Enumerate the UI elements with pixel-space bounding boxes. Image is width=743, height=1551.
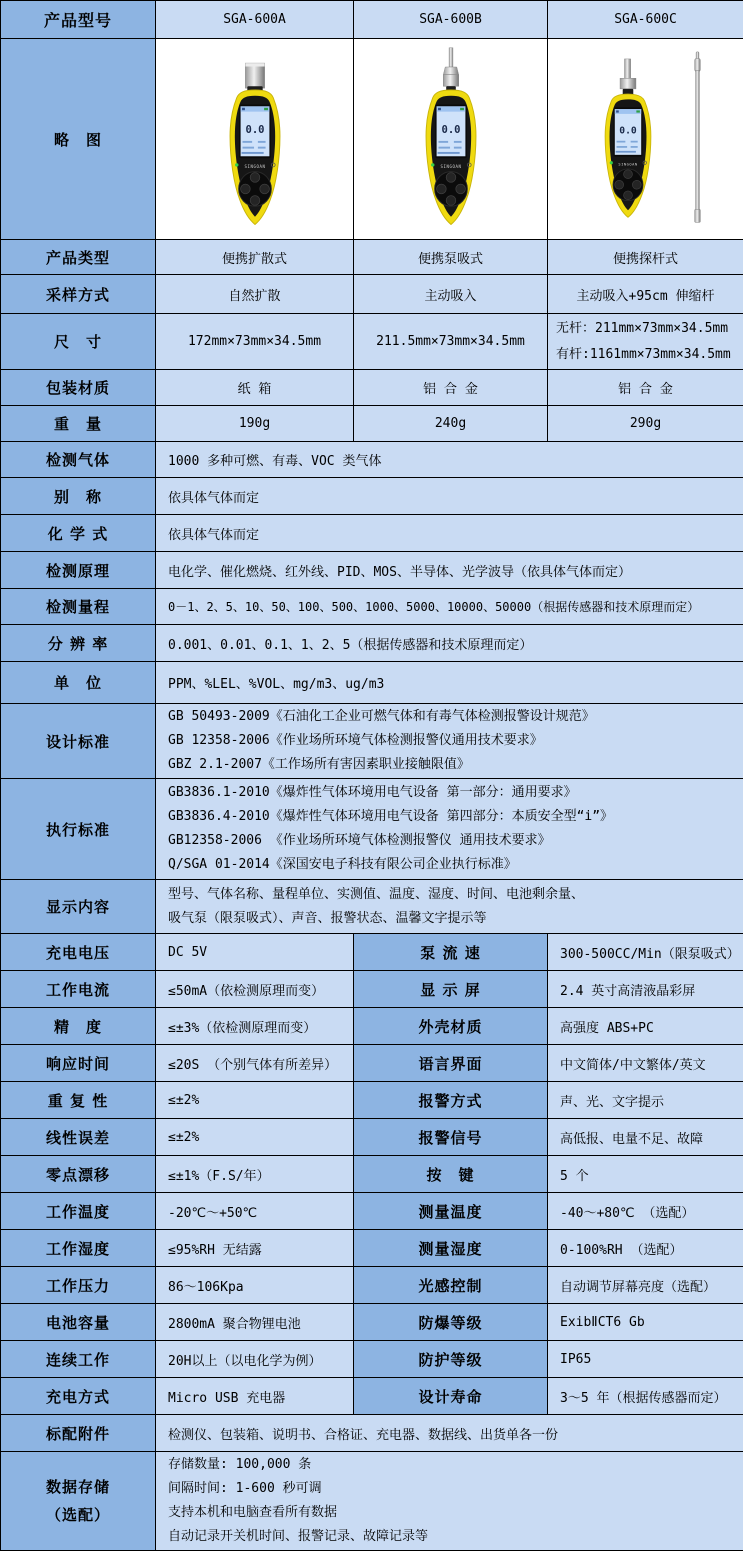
table-row (1, 1341, 743, 1378)
spec-label: 显 示 屏 (354, 971, 548, 1008)
device-screen-reading: 0.0 (619, 126, 637, 137)
spec-label: 充电电压 (1, 934, 156, 971)
table-row (1, 1008, 743, 1045)
storage-label-line: （选配） (2, 1501, 154, 1530)
spec-label: 语言界面 (354, 1045, 548, 1082)
spec-label: 工作压力 (1, 1267, 156, 1304)
spec-value: ≤±2% (156, 1119, 354, 1156)
spec-value: 0.001、0.01、0.1、1、2、5（根据传感器和技术原理而定） (156, 625, 743, 662)
spec-value: 纸 箱 (156, 370, 354, 406)
spec-label: 显示内容 (1, 880, 156, 934)
spec-value: 290g (548, 406, 743, 442)
spec-value (156, 704, 743, 779)
spec-label: 分 辨 率 (1, 625, 156, 662)
spec-value: 300-500CC/Min（限泵吸式） (548, 934, 743, 971)
spec-label: 设计标准 (1, 704, 156, 779)
table-row (1, 515, 743, 552)
spec-value: 3～5 年（根据传感器而定） (548, 1378, 743, 1415)
table-row (1, 1119, 743, 1156)
spec-label: 化 学 式 (1, 515, 156, 552)
spec-label: 测量温度 (354, 1193, 548, 1230)
table-row (1, 1378, 743, 1415)
spec-value: PPM、%LEL、%VOL、mg/m3、ug/m3 (156, 662, 743, 704)
spec-value: 高低报、电量不足、故障 (548, 1119, 743, 1156)
table-row (1, 662, 743, 704)
display-content-line: 型号、气体名称、量程单位、实测值、温度、湿度、时间、电池剩余量、 (168, 883, 742, 907)
device-brand: SINGOAN (244, 164, 265, 169)
spec-label: 按 键 (354, 1156, 548, 1193)
product-image-sga-600a (156, 39, 354, 240)
table-row (1, 1082, 743, 1119)
table-row (1, 478, 743, 515)
spec-value: 声、光、文字提示 (548, 1082, 743, 1119)
spec-label: 重 复 性 (1, 1082, 156, 1119)
spec-value: -40～+80℃ （选配） (548, 1193, 743, 1230)
table-row (1, 1230, 743, 1267)
product-image-sga-600c (548, 39, 743, 240)
table-row (1, 779, 743, 880)
table-row (1, 442, 743, 478)
storage-line: 间隔时间: 1-600 秒可调 (168, 1477, 742, 1501)
spec-value: Micro USB 充电器 (156, 1378, 354, 1415)
spec-value: ≤20S （个别气体有所差异） (156, 1045, 354, 1082)
spec-label: 检测量程 (1, 589, 156, 625)
device-brand: SINGOAN (440, 164, 461, 169)
device-screen-reading: 0.0 (245, 124, 264, 136)
table-row (1, 971, 743, 1008)
storage-label-line: 数据存储 (2, 1473, 154, 1502)
spec-label: 工作温度 (1, 1193, 156, 1230)
device-screen-reading: 0.0 (441, 124, 460, 136)
table-row (1, 704, 743, 779)
table-row (1, 240, 743, 275)
sensor-head (245, 63, 264, 88)
standard-line: GB 50493-2009《石油化工企业可燃气体和有毒气体检测报警设计规范》 (168, 705, 742, 729)
spec-value: 240g (354, 406, 548, 442)
spec-label: 电池容量 (1, 1304, 156, 1341)
spec-label: 产品类型 (1, 240, 156, 275)
spec-value: 主动吸入+95cm 伸缩杆 (548, 275, 743, 314)
pump-probe (624, 59, 630, 78)
spec-value: 铝 合 金 (548, 370, 743, 406)
gas-detector-pump-image (403, 47, 499, 231)
spec-label: 报警信号 (354, 1119, 548, 1156)
spec-value: 高强度 ABS+PC (548, 1008, 743, 1045)
spec-value: 铝 合 金 (354, 370, 548, 406)
spec-value (548, 314, 743, 370)
spec-value: 电化学、催化燃烧、红外线、PID、MOS、半导体、光学波导（依具体气体而定） (156, 552, 743, 589)
table-row (1, 1304, 743, 1341)
storage-line: 自动记录开关机时间、报警记录、故障记录等 (168, 1525, 742, 1549)
standard-line: GBZ 2.1-2007《工作场所有害因素职业接触限值》 (168, 753, 742, 777)
model-name: SGA-600A (156, 1, 354, 39)
spec-label: 测量湿度 (354, 1230, 548, 1267)
table-row (1, 370, 743, 406)
spec-value: 190g (156, 406, 354, 442)
spec-value: ≤95%RH 无结露 (156, 1230, 354, 1267)
table-row (1, 1267, 743, 1304)
spec-label: 采样方式 (1, 275, 156, 314)
spec-label: 单 位 (1, 662, 156, 704)
table-row (1, 314, 743, 370)
spec-label: 标配附件 (1, 1415, 156, 1452)
table-row (1, 1045, 743, 1082)
dimension-no-rod: 无杆：211mm×73mm×34.5mm (556, 316, 742, 342)
spec-label: 充电方式 (1, 1378, 156, 1415)
table-row (1, 406, 743, 442)
spec-value: 主动吸入 (354, 275, 548, 314)
spec-value: 5 个 (548, 1156, 743, 1193)
header-product-model-label: 产品型号 (1, 1, 156, 39)
device-brand: SINGOAN (618, 162, 637, 166)
spec-value: 211.5mm×73mm×34.5mm (354, 314, 548, 370)
spec-label (1, 1452, 156, 1551)
table-row (1, 1452, 743, 1551)
table-row (1, 934, 743, 971)
spec-value: ≤±2% (156, 1082, 354, 1119)
spec-value: 0-100%RH （选配） (548, 1230, 743, 1267)
spec-value: ≤±3%（依检测原理而变） (156, 1008, 354, 1045)
spec-label: 别 称 (1, 478, 156, 515)
table-row (1, 552, 743, 589)
spec-value: IP65 (548, 1341, 743, 1378)
spec-value: -20℃～+50℃ (156, 1193, 354, 1230)
table-row (1, 589, 743, 625)
spec-value: 便携扩散式 (156, 240, 354, 275)
spec-label: 包装材质 (1, 370, 156, 406)
sketch-label: 略 图 (1, 39, 156, 240)
table-row (1, 1193, 743, 1230)
spec-value: 0－1、2、5、10、50、100、500、1000、5000、10000、50000（根据传感器和技术原理而定） (156, 589, 743, 625)
table-row (1, 1, 743, 39)
spec-value: ≤±1%（F.S/年） (156, 1156, 354, 1193)
standard-line: GB3836.1-2010《爆炸性气体环境用电气设备 第一部分：通用要求》 (168, 781, 742, 805)
spec-value: 20H以上（以电化学为例） (156, 1341, 354, 1378)
spec-label: 工作湿度 (1, 1230, 156, 1267)
telescopic-rod-image (688, 50, 707, 228)
display-content-line: 吸气泵（限泵吸式）、声音、报警状态、温馨文字提示等 (168, 907, 742, 931)
spec-label: 检测原理 (1, 552, 156, 589)
standard-line: GB12358-2006 《作业场所环境气体检测报警仪 通用技术要求》 (168, 829, 742, 853)
spec-label: 设计寿命 (354, 1378, 548, 1415)
spec-label: 光感控制 (354, 1267, 548, 1304)
spec-label: 防爆等级 (354, 1304, 548, 1341)
spec-value: 86～106Kpa (156, 1267, 354, 1304)
standard-line: GB3836.4-2010《爆炸性气体环境用电气设备 第四部分：本质安全型“i”》 (168, 805, 742, 829)
gas-detector-diffusion-image (207, 47, 303, 231)
spec-value: 1000 多种可燃、有毒、VOC 类气体 (156, 442, 743, 478)
storage-line: 存储数量: 100,000 条 (168, 1453, 742, 1477)
spec-label: 精 度 (1, 1008, 156, 1045)
table-row (1, 39, 743, 240)
spec-value: 依具体气体而定 (156, 515, 743, 552)
dimension-with-rod: 有杆:1161mm×73mm×34.5mm (556, 342, 742, 368)
pump-probe (449, 48, 453, 67)
product-image-sga-600b (354, 39, 548, 240)
table-row (1, 1415, 743, 1452)
spec-label: 泵 流 速 (354, 934, 548, 971)
spec-label: 执行标准 (1, 779, 156, 880)
spec-label: 工作电流 (1, 971, 156, 1008)
model-name: SGA-600C (548, 1, 743, 39)
spec-label: 线性误差 (1, 1119, 156, 1156)
table-row (1, 1156, 743, 1193)
spec-label: 连续工作 (1, 1341, 156, 1378)
standard-line: Q/SGA 01-2014《深国安电子科技有限公司企业执行标准》 (168, 853, 742, 877)
spec-label: 重 量 (1, 406, 156, 442)
storage-line: 支持本机和电脑查看所有数据 (168, 1501, 742, 1525)
spec-value: 便携探杆式 (548, 240, 743, 275)
table-row (1, 880, 743, 934)
spec-value: 便携泵吸式 (354, 240, 548, 275)
spec-value: ExibⅡCT6 Gb (548, 1304, 743, 1341)
standard-line: GB 12358-2006《作业场所环境气体检测报警仪通用技术要求》 (168, 729, 742, 753)
spec-value: 2.4 英寸高清液晶彩屏 (548, 971, 743, 1008)
spec-value: 2800mA 聚合物锂电池 (156, 1304, 354, 1341)
table-row (1, 625, 743, 662)
table-row (1, 275, 743, 314)
spec-value (156, 1452, 743, 1551)
spec-value (156, 880, 743, 934)
spec-value: 172mm×73mm×34.5mm (156, 314, 354, 370)
gas-detector-probe-image (584, 54, 672, 224)
spec-label: 防护等级 (354, 1341, 548, 1378)
spec-value: 中文简体/中文繁体/英文 (548, 1045, 743, 1082)
spec-value: ≤50mA（依检测原理而变） (156, 971, 354, 1008)
spec-label: 尺 寸 (1, 314, 156, 370)
spec-value: 检测仪、包装箱、说明书、合格证、充电器、数据线、出货单各一份 (156, 1415, 743, 1452)
spec-value (156, 779, 743, 880)
model-name: SGA-600B (354, 1, 548, 39)
spec-value: 自动调节屏幕亮度（选配） (548, 1267, 743, 1304)
spec-label: 报警方式 (354, 1082, 548, 1119)
spec-value: 自然扩散 (156, 275, 354, 314)
spec-value: DC 5V (156, 934, 354, 971)
spec-label: 零点漂移 (1, 1156, 156, 1193)
spec-label: 检测气体 (1, 442, 156, 478)
spec-label: 外壳材质 (354, 1008, 548, 1045)
spec-value: 依具体气体而定 (156, 478, 743, 515)
spec-label: 响应时间 (1, 1045, 156, 1082)
